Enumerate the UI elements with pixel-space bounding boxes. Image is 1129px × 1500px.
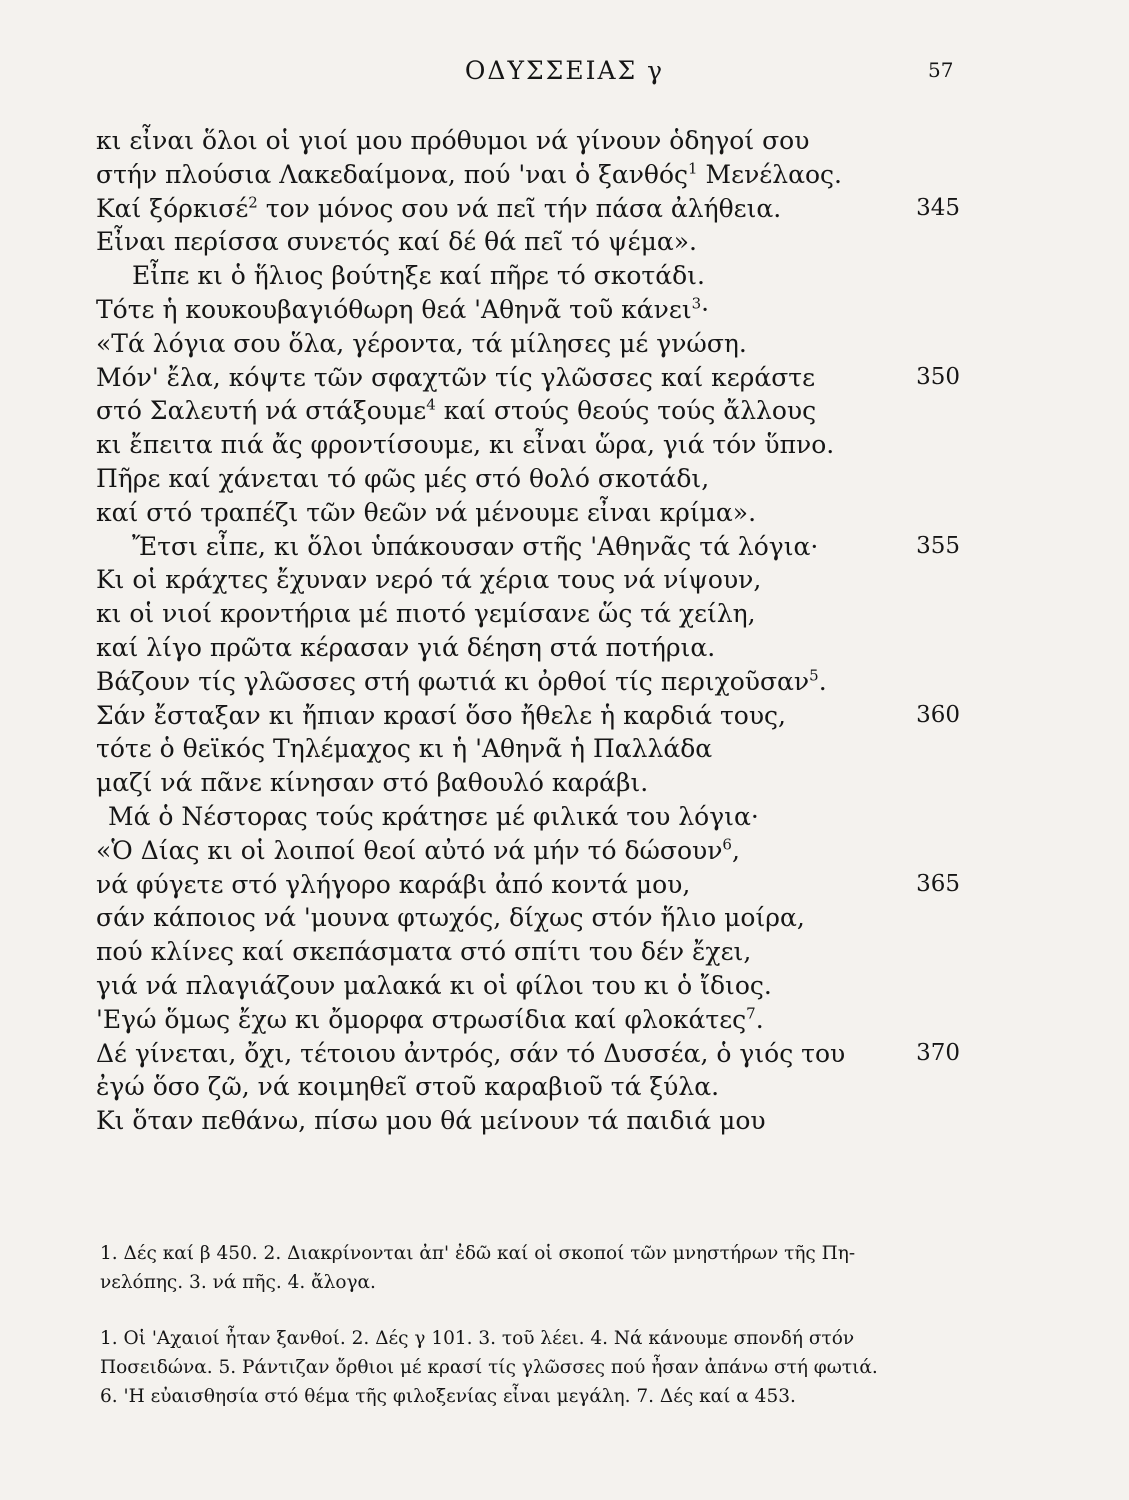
verse-line: [96, 1003, 966, 1037]
verse-line: [96, 631, 966, 665]
footnote-marker: 1: [688, 159, 698, 178]
line-number: 370: [916, 1039, 960, 1066]
verse-text: [96, 261, 705, 290]
verse-text: [96, 565, 761, 594]
verse-text: [96, 802, 759, 831]
verse-text-rest: καί στούς θεούς τούς ἄλλους: [435, 396, 817, 426]
verse-text: [96, 599, 756, 628]
page-number: 57: [928, 58, 954, 82]
verse-line: [96, 361, 966, 395]
verse-text-main: καί λίγο πρῶτα κέρασαν γιά δέηση στά ποτήρια.: [96, 632, 716, 662]
verse-line: [96, 834, 966, 868]
verse-text: [96, 734, 712, 763]
verse-text: [96, 194, 781, 223]
page-title: ΟΔΥΣΣΕΙΑΣ γ: [464, 56, 665, 85]
verse-text: [96, 633, 715, 662]
verse-text-rest: .: [818, 666, 827, 696]
verse-text-rest: ,: [731, 835, 740, 865]
verse-text-rest: Μενέλαος.: [697, 159, 842, 189]
verse-text-main: Κι ὅταν πεθάνω, πίσω μου θά μείνουν τά παιδιά μου: [96, 1106, 766, 1136]
verse-line: [96, 766, 966, 800]
verse-line: [96, 1104, 966, 1138]
verse-text: [96, 667, 827, 696]
verse-text: [96, 1005, 764, 1034]
verse-line: [96, 1037, 966, 1071]
verse-block: [96, 124, 966, 1138]
verse-line: [96, 124, 966, 158]
verse-text: [96, 1072, 719, 1101]
verse-line: [96, 394, 966, 428]
verse-text-main: ἐγώ ὅσο ζῶ, νά κοιμηθεῖ στοῦ καραβιοῦ τά ξύλα.: [96, 1072, 720, 1102]
verse-text-main: Εἶναι περίσσα συνετός καί δέ θά πεῖ τό ψέμα».: [96, 227, 697, 257]
verse-text-main: Καί ξόρκισέ: [96, 193, 249, 223]
verse-text-main: Βάζουν τίς γλῶσσες στή φωτιά κι ὀρθοί τίς περιχοῦσαν: [96, 666, 810, 696]
verse-text-main: Μόν' ἔλα, κόψτε τῶν σφαχτῶν τίς γλῶσσες καί κεράστε: [96, 362, 816, 392]
line-number: 365: [916, 870, 960, 897]
verse-line: [96, 935, 966, 969]
verse-line: [96, 732, 966, 766]
footnote-marker: 6: [722, 835, 732, 854]
verse-line: [96, 462, 966, 496]
verse-line: [96, 192, 966, 226]
verse-line: [96, 597, 966, 631]
verse-text-main: Σάν ἔσταξαν κι ἤπιαν κρασί ὅσο ἤθελε ἡ καρδιά τους,: [96, 700, 787, 730]
verse-line: [96, 969, 966, 1003]
verse-line: [96, 259, 966, 293]
verse-text-rest: .: [755, 1004, 764, 1034]
verse-text-main: «Τά λόγια σου ὅλα, γέροντα, τά μίλησες μέ γνώση.: [96, 328, 747, 358]
verse-line: [96, 225, 966, 259]
line-number: 345: [916, 194, 960, 221]
line-number: 350: [916, 363, 960, 390]
verse-text-main: Δέ γίνεται, ὄχι, τέτοιου ἀντρός, σάν τό Δυσσέα, ὁ γιός του: [96, 1038, 846, 1068]
verse-line: [96, 901, 966, 935]
verse-text-main: στό Σαλευτή νά στάξουμε: [96, 396, 427, 426]
footnotes-secondary: [100, 1324, 970, 1411]
footnote-line: 6. 'Η εὐαισθησία στό θέμα τῆς φιλοξενίας εἶναι μεγάλη. 7. Δές καί α 453.: [100, 1386, 796, 1407]
verse-text-main: καί στό τραπέζι τῶν θεῶν νά μένουμε εἶναι κρίμα».: [96, 497, 757, 527]
footnote-marker: 3: [691, 294, 702, 313]
verse-line: [96, 665, 966, 699]
verse-line: [96, 699, 966, 733]
verse-text: [96, 227, 697, 256]
verse-text-main: Πῆρε καί χάνεται τό φῶς μές στό θολό σκοτάδι,: [96, 463, 710, 493]
verse-text-main: «Ὁ Δίας κι οἱ λοιποί θεοί αὐτό νά μήν τό δώσουν: [96, 835, 723, 865]
verse-text: [96, 430, 834, 459]
verse-text-main: πού κλίνες καί σκεπάσματα στό σπίτι του δέν ἔχει,: [96, 937, 752, 967]
verse-line: [96, 327, 966, 361]
verse-text-main: Μά ὁ Νέστορας τούς κράτησε μέ φιλικά του λόγια·: [108, 801, 759, 831]
verse-text: [96, 903, 805, 932]
verse-text-main: Ἔτσι εἶπε, κι ὅλοι ὑπάκουσαν στῆς 'Αθηνᾶς τά λόγια·: [132, 531, 819, 561]
verse-text: [96, 160, 842, 189]
footnote-line: νελόπης. 3. νά πῆς. 4. ἄλογα.: [100, 1272, 376, 1293]
verse-text-main: τότε ὁ θεϊκός Τηλέμαχος κι ἡ 'Αθηνᾶ ἡ Παλλάδα: [96, 734, 713, 764]
footnote-line: Ποσειδώνα. 5. Ράντιζαν ὄρθιοι μέ κρασί τίς γλῶσσες πού ἦσαν ἀπάνω στή φωτιά.: [100, 1357, 878, 1378]
footnote-line: 1. Δές καί β 450. 2. Διακρίνονται ἀπ' ἐδῶ καί οἱ σκοποί τῶν μνηστήρων τῆς Πη-: [100, 1243, 856, 1264]
verse-text-rest: τον μόνος σου νά πεῖ τήν πάσα ἀλήθεια.: [257, 193, 782, 223]
verse-text: [96, 937, 751, 966]
verse-line: [96, 800, 966, 834]
verse-text: [96, 498, 756, 527]
verse-line: [96, 563, 966, 597]
verse-line: [96, 530, 966, 564]
verse-text-rest: ·: [701, 294, 710, 324]
verse-text: [96, 396, 816, 425]
verse-line: [96, 428, 966, 462]
verse-text: [96, 1039, 845, 1068]
verse-text: [96, 1106, 766, 1135]
verse-text-main: Εἶπε κι ὁ ἥλιος βούτηξε καί πῆρε τό σκοτάδι.: [132, 261, 705, 291]
verse-line: [96, 158, 966, 192]
verse-text: [96, 464, 709, 493]
line-number: 355: [916, 532, 960, 559]
footnote-line: 1. Οἱ 'Αχαιοί ἦταν ξανθοί. 2. Δές γ 101. 3. τοῦ λέει. 4. Νά κάνουμε σπονδή στόν: [100, 1328, 855, 1349]
verse-line: [96, 1070, 966, 1104]
footnote-marker: 7: [746, 1004, 756, 1023]
verse-text-main: νά φύγετε στό γλήγορο καράβι ἀπό κοντά μου,: [96, 869, 691, 899]
verse-text: [96, 701, 786, 730]
verse-line: [96, 293, 966, 327]
verse-text: [96, 532, 818, 561]
line-number: 360: [916, 701, 960, 728]
footnote-marker: 5: [809, 666, 819, 685]
verse-text: [96, 870, 690, 899]
verse-text-main: κι οἱ νιοί κροντήρια μέ πιοτό γεμίσανε ὥς τά χείλη,: [96, 599, 756, 629]
verse-text: [96, 836, 740, 865]
verse-line: [96, 868, 966, 902]
verse-text: [96, 971, 772, 1000]
verse-text-main: Τότε ἡ κουκουβαγιόθωρη θεά 'Αθηνᾶ τοῦ κάνει: [96, 294, 692, 324]
verse-text: [96, 329, 747, 358]
verse-text-main: 'Εγώ ὅμως ἔχω κι ὄμορφα στρωσίδια καί φλοκάτες: [96, 1004, 747, 1034]
verse-text-main: μαζί νά πᾶνε κίνησαν στό βαθουλό καράβι.: [96, 768, 649, 798]
verse-text-main: σάν κάποιος νά 'μουνα φτωχός, δίχως στόν ἥλιο μοίρα,: [96, 903, 805, 933]
footnotes-primary: [100, 1239, 970, 1297]
verse-text-main: στήν πλούσια Λακεδαίμονα, πού 'ναι ὁ ξανθός: [96, 159, 689, 189]
verse-text-main: κι εἶναι ὅλοι οἱ γιοί μου πρόθυμοι νά γίνουν ὁδηγοί σου: [96, 126, 810, 155]
verse-text-main: Κι οἱ κράχτες ἔχυναν νερό τά χέρια τους νά νίψουν,: [96, 565, 762, 595]
footnote-marker: 4: [426, 396, 436, 415]
verse-text: [96, 363, 815, 392]
verse-text-main: κι ἔπειτα πιά ἄς φροντίσουμε, κι εἶναι ὥρα, γιά τόν ὕπνο.: [96, 430, 835, 460]
verse-text-main: γιά νά πλαγιάζουν μαλακά κι οἱ φίλοι του κι ὁ ἴδιος.: [96, 970, 772, 1000]
verse-text: [96, 768, 648, 797]
footnote-marker: 2: [248, 193, 258, 212]
verse-line: [96, 496, 966, 530]
verse-text: [96, 126, 809, 155]
verse-text: [96, 295, 709, 324]
